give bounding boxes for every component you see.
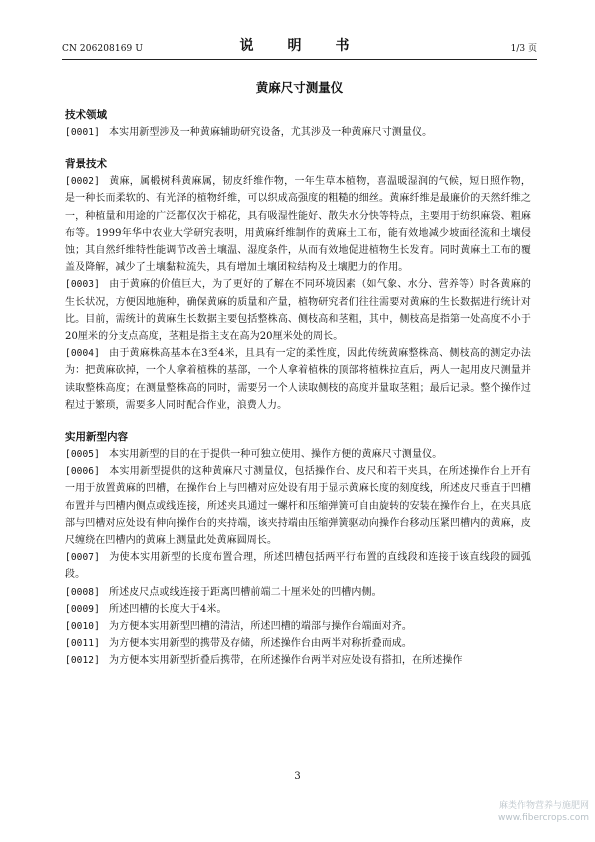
page-number: 3: [294, 771, 301, 782]
paragraph-number: [0012]: [65, 655, 100, 667]
section-background: [65, 157, 531, 414]
document-title: 黄麻尺寸测量仪: [255, 80, 344, 95]
paragraph-text: 本实用新型提供的这种黄麻尺寸测量仪，包括操作台、皮尺和若干夹具，在所述操作台上开有一用于放置黄麻的凹槽，在操作台上与凹槽对应处设有用于显示黄麻长度的刻度线，所述皮尺垂直于凹槽布置并与凹槽内侧点或线连接，所述夹具通过一螺杆和压缩弹簧可自由旋转的安装在操作台上，在夹具底部与凹槽对应处设有伸向操作台的夹持端，该夹持端由压缩弹簧驱动向操作台移动压紧凹槽内的黄麻，皮尺缠绕在凹槽内的黄麻上测量此处黄麻圆周长。: [65, 466, 531, 547]
paragraph-number: [0007]: [65, 552, 100, 564]
paragraph: [65, 463, 531, 549]
paragraph-text: 为方便本实用新型折叠后携带，在所述操作台两半对应处设有搭扣，在所述操作: [109, 655, 463, 667]
paragraph-text: 为方便本实用新型的携带及存储，所述操作台由两半对称折叠而成。: [109, 638, 412, 650]
paragraph-text: 本实用新型的目的在于提供一种可独立使用、操作方便的黄麻尺寸测量仪。: [109, 449, 443, 461]
paragraph-number: [0005]: [65, 449, 100, 461]
paragraph-text: 所述凹槽的长度大于4米。: [109, 603, 227, 615]
paragraph: [65, 446, 531, 463]
page-header: [62, 33, 537, 60]
paragraph-text: 黄麻，属椴树科黄麻属，韧皮纤维作物，一年生草本植物，喜温暖湿润的气候，短日照作物，是一种长而柔软的、有光泽的植物纤维，可以织成高强度的粗糙的细丝。黄麻纤维是最廉价的天然纤维之一，种植量和用途的广泛都仅次于棉花，具有吸湿性能好、散失水分快等特点，主要用于纺织麻袋、粗麻布等。1999年华中农业大学研究表明，用黄麻纤维制作的黄麻土工布，能有效地减少坡面径流和土壤侵蚀；其自然纤维特性能调节改善土壤温、湿度条件，从而有效地促进植物生长发育。同时黄麻土工布的覆盖及降解，减少了土壤黏粒流失，具有增加土壤团粒结构及土壤肥力的作用。: [65, 176, 531, 274]
page-info: 1/3 页: [510, 44, 537, 54]
watermark-site-name: 麻类作物营养与施肥网: [498, 801, 589, 811]
section-heading: 技术领域: [65, 109, 107, 121]
paragraph: [65, 276, 531, 345]
paragraph: [65, 173, 531, 276]
paragraph: [65, 124, 531, 141]
paragraph-number: [0006]: [65, 466, 100, 478]
paragraph-number: [0003]: [65, 279, 100, 291]
section-heading: 实用新型内容: [65, 431, 128, 444]
paragraph-number: [0002]: [65, 176, 100, 188]
paragraph: [65, 584, 531, 601]
paragraph-number: [0004]: [65, 348, 100, 360]
paragraph-text: 为使本实用新型的长度布置合理，所述凹槽包括两平行布置的直线段和连接于该直线段的圆弧段。: [65, 552, 531, 581]
paragraph-number: [0009]: [65, 603, 100, 615]
paragraph: [65, 549, 531, 583]
section-technical-field: [65, 108, 531, 141]
document-number: CN 206208169 U: [62, 44, 144, 54]
paragraph: [65, 652, 531, 669]
document-type: 说 明 书: [239, 38, 360, 54]
paragraph-text: 由于黄麻的价值巨大，为了更好的了解在不同环境因素（如气象、水分、营养等）时各黄麻的生长状况，方便因地施种，确保黄麻的质量和产量，植物研究者们往往需要对黄麻的生长数据进行统计对比。目前，需统计的黄麻生长数据主要包括整株高、侧枝高和茎粗，其中，侧枝高是指第一处高度不小于20厘米的分支点高度，茎粗是指主支在高为20厘米处的周长。: [65, 279, 531, 343]
paragraph: [65, 345, 531, 414]
paragraph-text: 本实用新型涉及一种黄麻辅助研究设备，尤其涉及一种黄麻尺寸测量仪。: [109, 127, 433, 138]
watermark-url: www.fibercrops.com: [498, 813, 589, 823]
paragraph: [65, 618, 531, 635]
paragraph-text: 所述皮尺点或线连接于距离凹槽前端二十厘米处的凹槽内侧。: [109, 586, 382, 598]
paragraph-text: 由于黄麻株高基本在3至4米，且具有一定的柔性度，因此传统黄麻整株高、侧枝高的测定办法为：把黄麻砍掉，一个人拿着植株的基部，一个人拿着植株的顶部将植株拉直后，两人一起用皮尺测量并读取整株高度；在测量整株高的同时，需要另一个人读取侧枝的高度并量取茎粗；最后记录。整个操作过程过于繁琐，需要多人同时配合作业，浪费人力。: [65, 348, 531, 411]
document-body: [65, 108, 531, 670]
paragraph: [65, 635, 531, 652]
paragraph-number: [0008]: [65, 586, 100, 598]
paragraph-number: [0001]: [65, 127, 100, 138]
paragraph-number: [0011]: [65, 638, 100, 650]
watermark: [498, 800, 589, 824]
section-heading: 背景技术: [65, 158, 107, 171]
paragraph: [65, 601, 531, 618]
paragraph-number: [0010]: [65, 621, 100, 633]
paragraph-text: 为方便本实用新型凹槽的清洁，所述凹槽的端部与操作台端面对齐。: [109, 621, 412, 633]
section-utility-model-content: [65, 430, 531, 670]
